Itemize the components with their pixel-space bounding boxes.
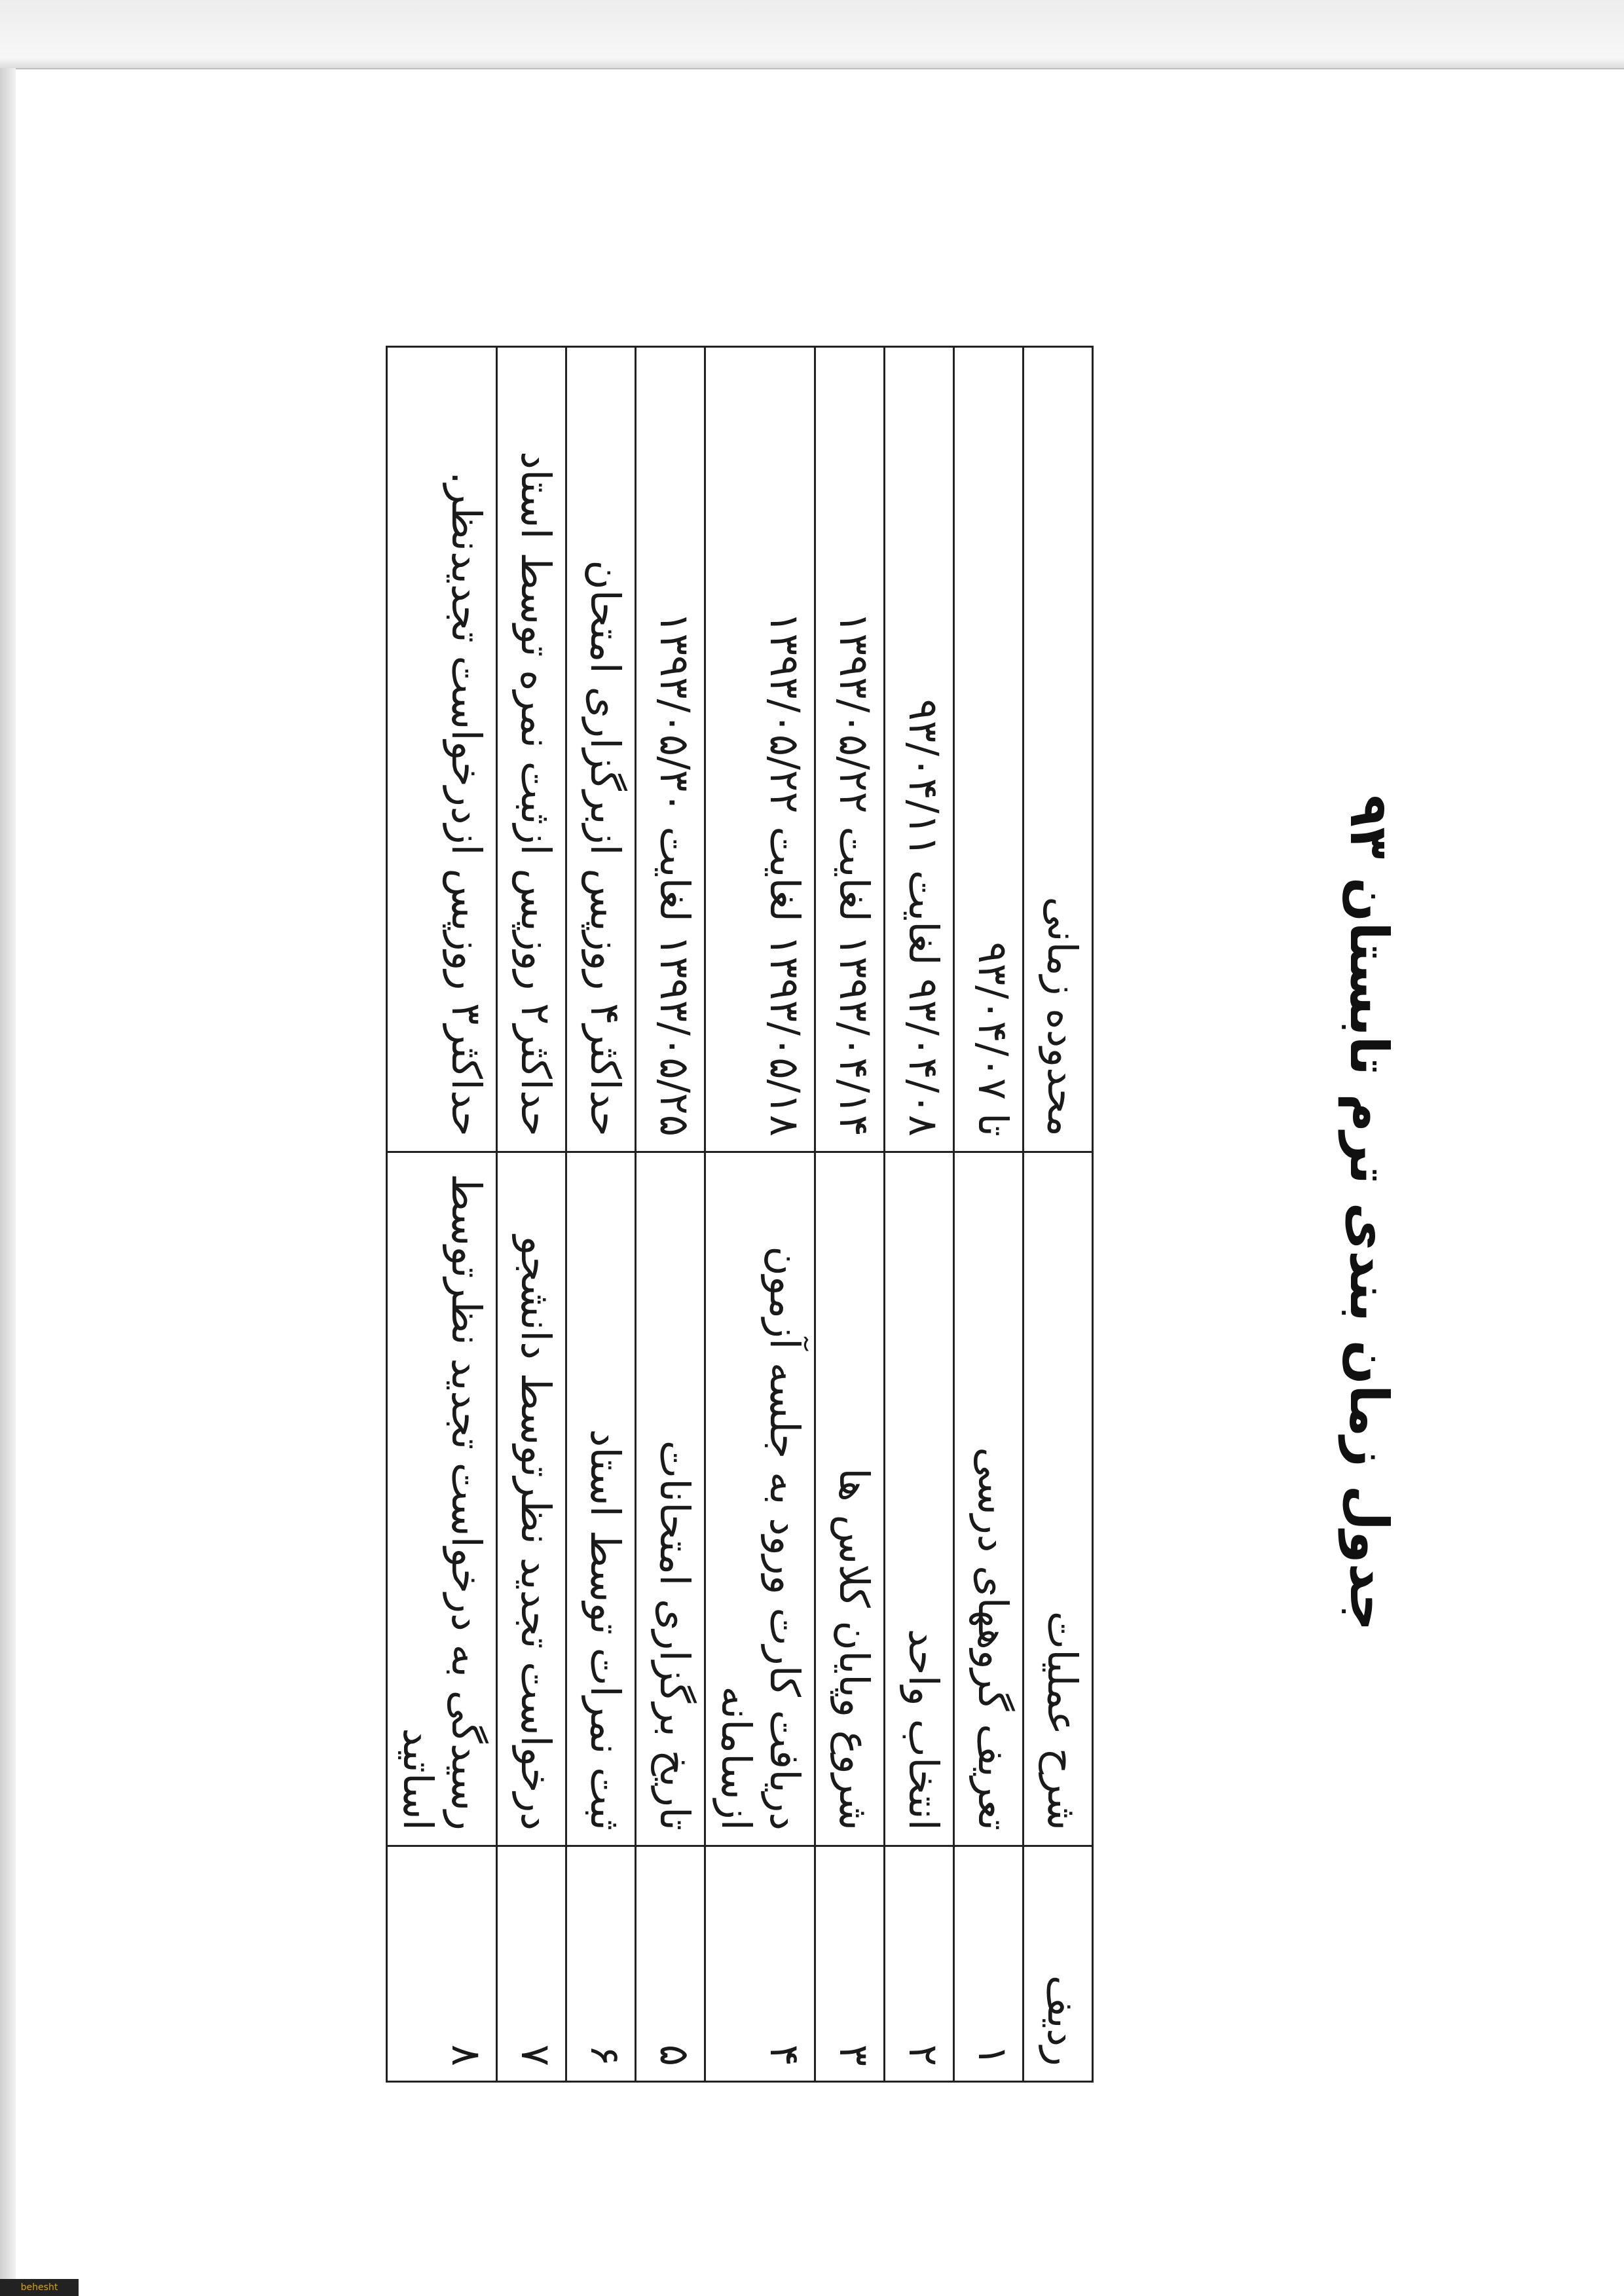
row-description: درخواست تجدید نظرتوسط دانشجو bbox=[497, 1152, 566, 1846]
row-time-range: حداکثر۴ روزپس ازبرگزاری امتحان bbox=[566, 347, 636, 1152]
scan-edge-left bbox=[0, 68, 16, 2296]
row-description: تاریخ برگزاری امتحانات bbox=[636, 1152, 705, 1846]
row-time-range: ۱۳۹۳/۰۵/۲۵ لغایت ۱۳۹۳/۰۵/۳۰ bbox=[636, 347, 705, 1152]
row-number: ۶ bbox=[566, 1846, 636, 2082]
table-row bbox=[566, 347, 636, 2082]
row-number: ۵ bbox=[636, 1846, 705, 2082]
row-number: ۳ bbox=[815, 1846, 885, 2082]
table-header-row bbox=[1024, 347, 1093, 2082]
table-row bbox=[497, 347, 566, 2082]
row-time-range: ۹۳/۰۴/۰۸ لغایت ۹۳/۰۴/۱۱ bbox=[885, 347, 954, 1152]
header-time-range: محدوده زمانی bbox=[1024, 347, 1093, 1152]
table-row bbox=[636, 347, 705, 2082]
scanner-watermark: behesht bbox=[0, 2279, 79, 2296]
row-time-range: حداکثر۲ روزپس ازثبت نمره توسط استاد bbox=[497, 347, 566, 1152]
row-number: ۱ bbox=[954, 1846, 1024, 2082]
row-description: انتخاب واحد bbox=[885, 1152, 954, 1846]
header-row-number: ردیف bbox=[1024, 1846, 1093, 2082]
scan-edge-top bbox=[0, 0, 1624, 69]
row-description: رسیدگی به درخواست تجدید نظرتوسط اساتید bbox=[387, 1152, 497, 1846]
row-number: ۲ bbox=[885, 1846, 954, 2082]
row-description: دریافت کارت ورود به جلسه آزمون ازسامانه bbox=[705, 1152, 815, 1846]
rotated-page-content bbox=[177, 247, 1447, 2179]
row-time-range: ۱۳۹۳/۰۴/۱۴ لغایت ۱۳۹۳/۰۵/۲۲ bbox=[815, 347, 885, 1152]
schedule-table bbox=[386, 346, 1094, 2083]
row-time-range: حداکثر۳ روزپس ازدرخواست تجدیدنظر. bbox=[387, 347, 497, 1152]
document-title: جدول زمان بندی ترم تابستان ۹۳ bbox=[1338, 795, 1399, 1631]
row-time-range: ۱۳۹۳/۰۵/۱۸ لغایت ۱۳۹۳/۰۵/۲۲ bbox=[705, 347, 815, 1152]
row-description: تعریف گروههای درسی bbox=[954, 1152, 1024, 1846]
row-number: ۴ bbox=[705, 1846, 815, 2082]
row-description: شروع وپایان کلاس ها bbox=[815, 1152, 885, 1846]
header-description: شرح عملیات bbox=[1024, 1152, 1093, 1846]
row-number: ۸ bbox=[387, 1846, 497, 2082]
table-row bbox=[954, 347, 1024, 2082]
table-row bbox=[705, 347, 815, 2082]
table-row bbox=[815, 347, 885, 2082]
row-number: ۷ bbox=[497, 1846, 566, 2082]
row-time-range: تا ۹۳/۰۴/۰۷ bbox=[954, 347, 1024, 1152]
table-row bbox=[885, 347, 954, 2082]
table-row bbox=[387, 347, 497, 2082]
row-description: ثبت نمرات توسط استاد bbox=[566, 1152, 636, 1846]
